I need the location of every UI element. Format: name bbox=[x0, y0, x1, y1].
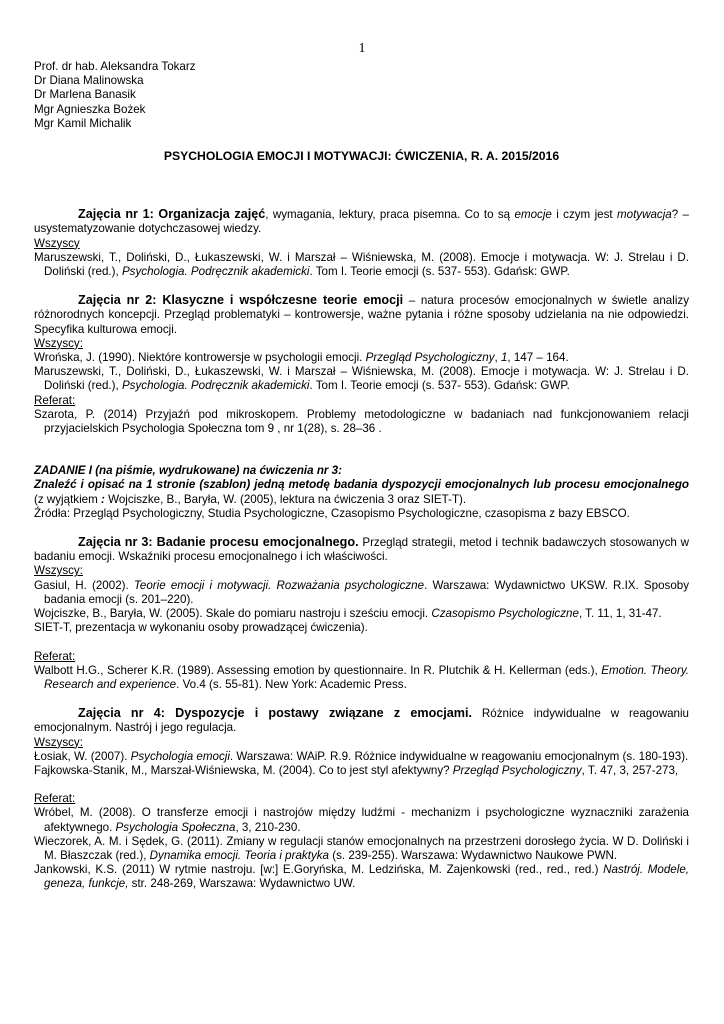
session-1-label: Wszyscy bbox=[34, 236, 80, 250]
session-4-referat-reference-2 bbox=[34, 835, 689, 863]
ref-text-end: . Vo.4 (s. 55-81). New York: Academic Press. bbox=[176, 677, 407, 691]
task-title-text: ZADANIE I (na piśmie, wydrukowane) na ćwiczenia nr 3: bbox=[34, 464, 342, 478]
session-4-referat-reference-3 bbox=[34, 863, 689, 891]
ref-text: Maruszewski, T., Doliński, D., Łukaszewski, W. i Marszał – Wiśniewska, M. (2008). Emocje i motywacja. W: J. Strelau i D. Doliński (red.), bbox=[34, 250, 689, 279]
ref-text: Fajkowska-Stanik, M., Marszał-Wiśniewska, M. (2004). Co to jest styl afektywny? bbox=[34, 763, 453, 777]
document-content bbox=[34, 60, 689, 892]
ref-text-end: (s. 239-255). Warszawa: Wydawnictwo Naukowe PWN. bbox=[329, 848, 618, 862]
session-3-reference-3: SIET-T, prezentacja w wykonaniu osoby prowadzącej ćwiczenia). bbox=[34, 621, 368, 635]
ref-text: Wieczorek, A. M. i Sędek, G. (2011). Zmiany w regulacji stanów emocjonalnych na przestrzeni dorosłego życia. W D. Doliński i M. Błaszczak (red.), bbox=[34, 834, 689, 862]
session-4-label: Wszyscy: bbox=[34, 735, 83, 749]
session-4-intro bbox=[34, 706, 689, 735]
session-2-text: – natura procesów emocjonalnych w świetle analizy różnorodnych koncepcji. Przegląd problematyki – kontrowersje, ważne pytania i różne sposoby udzielania na nie odpowiedzi. Specyfika kulturowa emocji. bbox=[34, 294, 689, 336]
author-5: Mgr Kamil Michalik bbox=[34, 116, 132, 130]
session-2-referat-label: Referat: bbox=[34, 393, 76, 407]
session-1-heading: Zajęcia nr 1: Organizacja zajęć bbox=[78, 207, 266, 222]
session-3-text: Przegląd strategii, metod i technik badawczych stosowanych w badaniu emocji. Wskaźniki procesu emocjonalnego i ich właściwości. bbox=[34, 536, 690, 564]
session-2-reference-1 bbox=[34, 351, 689, 365]
session-3-referat-reference bbox=[34, 664, 689, 692]
session-4-referat-label: Referat: bbox=[34, 792, 76, 806]
author-1: Prof. dr hab. Aleksandra Tokarz bbox=[34, 60, 196, 73]
task-description-end: Wojciszke, B., Baryła, W. (2005), lektura na ćwiczenia 3 oraz SIET-T). bbox=[104, 492, 467, 506]
session-4-heading: Zajęcia nr 4: Dyspozycje i postawy związane z emocjami. bbox=[78, 706, 472, 721]
ref-text: Jankowski, K.S. (2011) W rytmie nastroju. [w:] E.Goryńska, M. Ledzińska, M. Zajenkowski (red., red., red.) bbox=[34, 863, 604, 877]
author-2: Dr Diana Malinowska bbox=[34, 74, 144, 88]
ref-text-end: . Tom I. Teorie emocji (s. 537- 553). Gdańsk: GWP. bbox=[309, 265, 570, 279]
ref-text-mid: , bbox=[494, 351, 501, 365]
ref-title: Emotion. Theory. Research and experience bbox=[44, 663, 690, 691]
ref-title: Przegląd Psychologiczny bbox=[452, 763, 582, 777]
ref-text-end: . Tom I. Teorie emocji (s. 537- 553). Gdańsk: GWP. bbox=[309, 379, 570, 393]
session-3-intro bbox=[34, 535, 689, 564]
session-1-text-2: i czym jest bbox=[551, 208, 617, 222]
ref-title: Psychologia emocji bbox=[130, 749, 230, 763]
ref-title: Czasopismo Psychologiczne bbox=[431, 607, 579, 621]
ref-text-end: , T. 11, 1, 31-47. bbox=[578, 607, 662, 621]
session-1-intro bbox=[34, 207, 689, 236]
session-3-reference-1 bbox=[34, 579, 689, 607]
task-colon: : bbox=[101, 492, 105, 506]
ref-text: Łosiak, W. (2007). bbox=[34, 749, 131, 763]
session-3-reference-2 bbox=[34, 607, 689, 621]
ref-title: Nastrój. Modele, geneza, funkcje, bbox=[44, 863, 689, 891]
ref-title: Teorie emocji i motywacji. Rozważania psychologiczne bbox=[133, 578, 425, 592]
session-3-label: Wszyscy: bbox=[34, 564, 83, 578]
session-2-reference-2 bbox=[34, 365, 689, 393]
session-1-emphasis-2: motywacja bbox=[616, 208, 672, 222]
task-block bbox=[34, 464, 689, 521]
ref-title: Dynamika emocji. Teoria i praktyka bbox=[149, 848, 329, 862]
task-description bbox=[34, 478, 689, 506]
ref-text: Maruszewski, T., Doliński, D., Łukaszewski, W. i Marszał – Wiśniewska, M. (2008). Emocje i motywacja. W: J. Strelau i D. Doliński (red.), bbox=[34, 365, 689, 393]
author-list bbox=[34, 60, 689, 131]
session-1-reference-1 bbox=[34, 251, 689, 279]
ref-text: Wróbel, M. (2008). O transferze emocji i nastrojów między ludźmi - mechanizm i psychologiczne wyznaczniki zarażenia afektywnego. bbox=[34, 806, 689, 834]
ref-text: Gasiul, H. (2002). bbox=[34, 578, 134, 592]
ref-text-end: . Warszawa: Wydawnictwo UKSW. R.IX. Sposoby badania emocji (s. 201–220). bbox=[44, 578, 690, 606]
session-4-reference-1 bbox=[34, 750, 689, 764]
session-4-reference-2 bbox=[34, 764, 689, 778]
ref-text: Wrońska, J. (1990). Niektóre kontrowersje w psychologii emocji. bbox=[34, 351, 366, 365]
ref-title: Psychologia. Podręcznik akademicki bbox=[121, 379, 310, 393]
author-4: Mgr Agnieszka Bożek bbox=[34, 102, 146, 116]
ref-title: Przegląd Psychologiczny bbox=[365, 351, 495, 365]
ref-text-end: , T. 47, 3, 257-273, bbox=[581, 763, 679, 777]
task-description-bold: Znaleźć i opisać na 1 stronie (szablon) jedną metodę badania dyspozycji emocjonalnych lub procesu emocjonalnego bbox=[34, 478, 689, 492]
task-title bbox=[34, 464, 689, 478]
ref-text-end: , 3, 210-230. bbox=[235, 820, 301, 834]
ref-text: Wojciszke, B., Baryła, W. (2005). Skale do pomiaru nastroju i sześciu emocji. bbox=[34, 607, 432, 621]
task-sources: Źródła: Przegląd Psychologiczny, Studia Psychologiczne, Czasopismo Psychologiczne, czasopisma z bazy EBSCO. bbox=[34, 506, 630, 520]
session-1-text-3: ? – usystematyzowanie dotychczasowej wiedzy. bbox=[34, 208, 690, 236]
ref-text-end: . Warszawa: WAiP. R.9. Różnice indywidualne w reagowaniu emocjonalnym (s. 180-193). bbox=[229, 749, 689, 763]
page-number: 1 bbox=[358, 41, 366, 56]
session-3-referat-label: Referat: bbox=[34, 649, 76, 663]
session-4-referat-reference-1 bbox=[34, 806, 689, 834]
ref-title: Psychologia Społeczna bbox=[115, 820, 236, 834]
session-3-heading: Zajęcia nr 3: Badanie procesu emocjonalnego. bbox=[78, 535, 359, 550]
task-description-text: (z wyjątkiem bbox=[34, 492, 101, 506]
document-title: PSYCHOLOGIA EMOCJI I MOTYWACJI: ĆWICZENIA, R. A. 2015/2016 bbox=[163, 149, 560, 164]
ref-volume: 1 bbox=[500, 351, 508, 365]
session-1-text: , wymagania, lektury, praca pisemna. Co to są bbox=[265, 208, 515, 222]
ref-text-end: , 147 – 164. bbox=[507, 351, 569, 365]
session-2-heading: Zajęcia nr 2: Klasyczne i współczesne teorie emocji bbox=[78, 293, 404, 308]
session-4-text: Różnice indywidualne w reagowaniu emocjonalnym. Nastrój i jego regulacja. bbox=[34, 707, 689, 735]
ref-text-end: str. 248-269, Warszawa: Wydawnictwo UW. bbox=[128, 877, 356, 891]
session-2-label: Wszyscy: bbox=[34, 336, 83, 350]
session-2-intro bbox=[34, 293, 689, 337]
ref-title: Psychologia. Podręcznik akademicki bbox=[121, 265, 310, 279]
author-3: Dr Marlena Banasik bbox=[34, 88, 136, 102]
session-1-emphasis-1: emocje bbox=[514, 208, 552, 222]
session-2-referat-reference: Szarota, P. (2014) Przyjaźń pod mikroskopem. Problemy metodologiczne w badaniach nad funkcjonowaniem relacji przyjacielskich Psychologia Społeczna tom 9 , nr 1(28), s. 28–36 . bbox=[34, 407, 689, 436]
ref-text: Walbott H.G., Scherer K.R. (1989). Assessing emotion by questionnaire. In R. Plutchik & H. Kellerman (eds.), bbox=[34, 663, 602, 677]
